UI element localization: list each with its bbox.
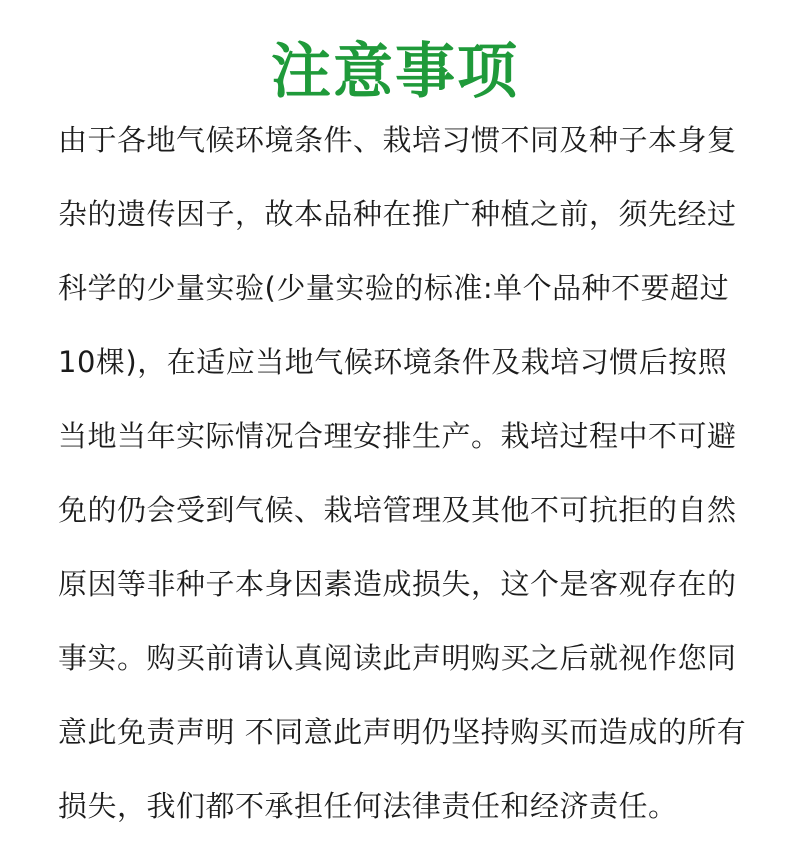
notice-line: 当地当年实际情况合理安排生产。栽培过程中不可避 [58, 419, 737, 453]
notice-line: 意此免责声明 不同意此声明仍坚持购买而造成的所有 [58, 715, 747, 749]
notice-line: 事实。购买前请认真阅读此声明购买之后就视作您同 [58, 641, 737, 675]
notice-line: 损失，我们都不承担任何法律责任和经济责任。 [58, 789, 678, 823]
notice-text [58, 118, 758, 858]
notice-line: 杂的遗传因子，故本品种在推广种植之前，须先经过 [58, 197, 737, 231]
notice-line: 科学的少量实验(少量实验的标准:单个品种不要超过 [58, 271, 730, 305]
notice-line: 由于各地气候环境条件、栽培习惯不同及种子本身复 [58, 123, 737, 157]
notice-line: 免的仍会受到气候、栽培管理及其他不可抗拒的自然 [58, 493, 737, 527]
notice-line: 10棵)，在适应当地气候环境条件及栽培习惯后按照 [58, 345, 728, 379]
page-title: 注意事项 [271, 37, 519, 107]
notice-line: 原因等非种子本身因素造成损失，这个是客观存在的 [58, 567, 737, 601]
